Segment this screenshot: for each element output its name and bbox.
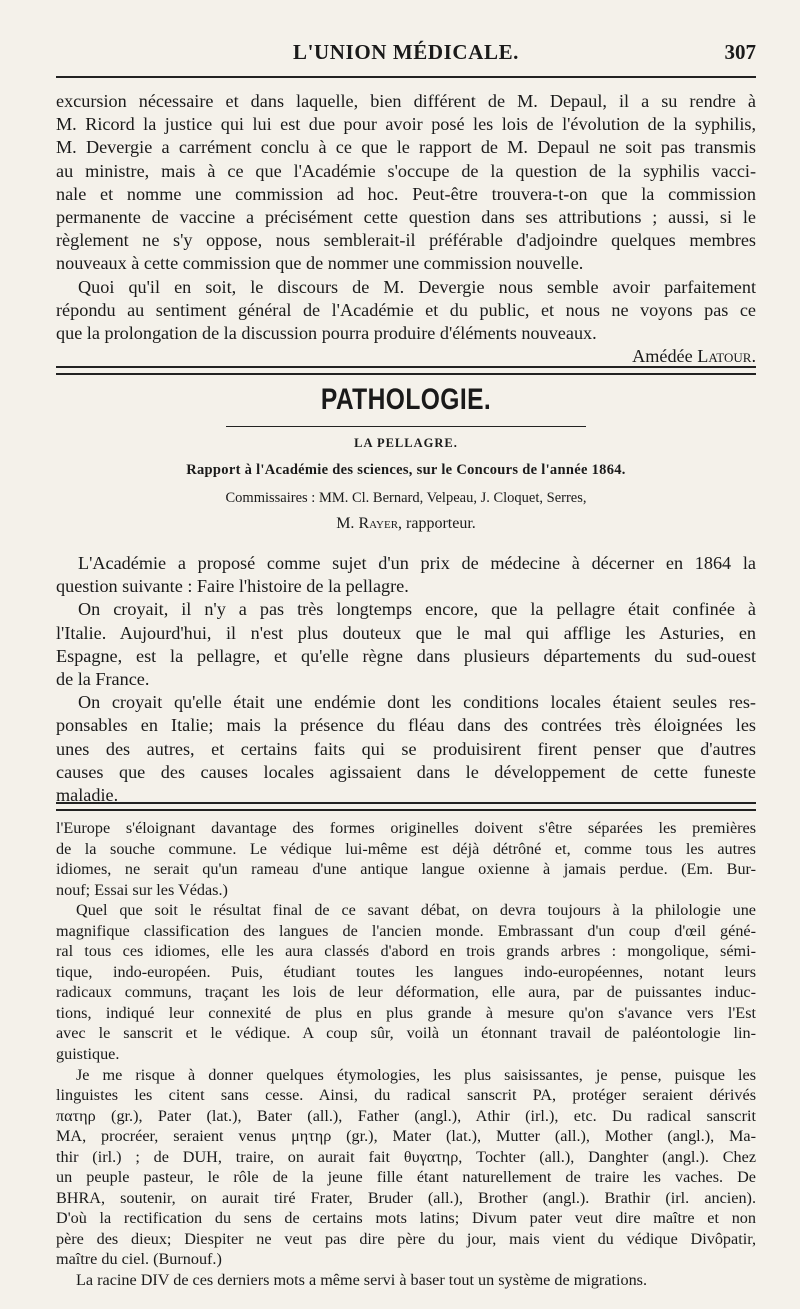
text-line: ponsables en Italie; mais la présence du fléau dans des contrées très éloignées les <box>56 715 756 736</box>
text-line: maître du ciel. (Burnouf.) <box>56 1250 222 1269</box>
running-header <box>56 40 756 70</box>
rapporteur-suffix: , rapporteur. <box>398 515 476 532</box>
text-line: linguistes les citent sans cesse. Ainsi, du radical sanscrit PA, protéger seraient dérivés <box>56 1086 756 1105</box>
text-line: que la prolongation de la discussion pourra produire d'éléments nouveaux. <box>56 323 597 344</box>
signature <box>56 345 756 368</box>
text-line: tique, indo-européen. Puis, étudiant toutes les langues indo-européennes, notant leurs <box>56 962 756 981</box>
commissioners: Commissaires : MM. Cl. Bernard, Velpeau, J. Cloquet, Serres, <box>225 490 587 506</box>
text-line: père des dieux; Diespiter ne veut pas dire père du jour, mais vient du védique Divôpatir, <box>56 1229 756 1248</box>
text-line: Je me risque à donner quelques étymologies, les plus saisissantes, je pense, puisque les <box>76 1065 756 1084</box>
text-line: BHRA, soutenir, on aurait tiré Frater, Bruder (all.), Brother (angl.). Brathir (irl. ancien). <box>56 1188 756 1207</box>
body-paragraph-1 <box>56 552 756 598</box>
text-line: excursion nécessaire et dans laquelle, bien différent de M. Depaul, il a su rendre à <box>56 91 756 111</box>
text-line: unes des autres, et certains faits qui se produisirent firent penser que d'autres <box>56 738 756 759</box>
text-line: nouveaux à cette commission que de nommer une commission nouvelle. <box>56 253 584 274</box>
text-line: thir (irl.) ; de DUH, traire, on aurait fait θυγατηρ, Tochter (all.), Danghter (angl.). Chez <box>56 1147 756 1166</box>
text-line: un peuple pasteur, le rôle de la jeune fille étant naturellement de traire les vaches. De <box>56 1168 756 1187</box>
text-line: ral tous ces idiomes, elle les aura classés d'abord en trois grands arbres : mongolique, sémi- <box>56 942 756 961</box>
feuilleton <box>56 818 756 1291</box>
text-line: permanente de vaccine a précisément cette question dans ses attributions ; aussi, si le <box>56 207 756 228</box>
text-line: MA, procréer, seraient venus μητηρ (gr.), Mater (lat.), Mutter (all.), Mother (angl.), Ma- <box>56 1127 756 1146</box>
text-line: maladie. <box>56 785 119 806</box>
text-line: On croyait qu'elle était une endémie dont les conditions locales étaient seules res- <box>78 692 756 713</box>
body-paragraph-2 <box>56 598 756 691</box>
text-line: au ministre, mais à ce que l'Académie s'occupe de la question de la syphilis vacci- <box>56 160 756 181</box>
rapporteur-prefix: M. <box>336 515 355 532</box>
text-line: l'Europe s'éloignant davantage des formes originelles doivent s'être séparées les premières <box>56 819 756 837</box>
signature-last-name: Latour. <box>697 346 756 367</box>
intro-paragraph-2 <box>56 276 756 346</box>
text-line: idiomes, ne serait qu'un rameau d'une antique langue oxienne à jamais perdue. (Em. Bur- <box>56 860 756 879</box>
header-rule <box>56 76 756 78</box>
text-line: M. Devergie a carrément conclu à ce que le rapport de M. Depaul ne soit pas transmis <box>56 137 756 158</box>
text-line: l'Italie. Aujourd'hui, il n'est plus douteux que le mal qui afflige les Asturies, en <box>56 622 756 643</box>
text-line: répondu au sentiment général de l'Académie et du public, et nous ne voyons pas ce <box>56 299 756 320</box>
feuilleton-paragraph-4 <box>56 1270 756 1291</box>
feuilleton-paragraph-2 <box>56 900 756 1064</box>
title-underline <box>226 426 586 427</box>
text-line: Espagne, est la pellagre, et qu'elle règne dans plusieurs départements du sud-ouest <box>56 645 756 666</box>
text-line: causes que des causes locales agissaient dans le développement de cette funeste <box>56 761 756 782</box>
article-subtitle: LA PELLAGRE. <box>354 436 458 450</box>
text-line: règlement ne s'y oppose, nous semblerait-il préférable d'adjoindre quelques membres <box>56 230 756 251</box>
text-line: de la souche commune. Le védique lui-même est déjà détrôné et, comme tous les autres <box>56 839 756 858</box>
journal-title: L'UNION MÉDICALE. <box>292 40 520 64</box>
text-line: Quel que soit le résultat final de ce savant débat, on devra toujours à la philologie une <box>76 901 756 920</box>
section-separator <box>56 366 756 375</box>
text-line: M. Ricord la justice qui lui est due pour avoir posé les lois de l'évolution de la syphilis, <box>56 114 756 135</box>
text-line: La racine DIV de ces derniers mots a même servi à baser tout un système de migrations. <box>76 1271 648 1290</box>
feuilleton-separator <box>56 802 756 811</box>
text-line: On croyait, il n'y a pas très longtemps encore, que la pellagre était confinée à <box>78 599 756 620</box>
report-heading: Rapport à l'Académie des sciences, sur le Concours de l'année 1864. <box>186 462 626 478</box>
text-line: D'où la rectification du sens de certains mots latins; Divum pater veut dire maître et non <box>56 1209 756 1228</box>
text-line: magnifique classification des langues de l'ancien monde. Embrassant d'un coup d'œil géné- <box>56 921 756 940</box>
rapporteur <box>56 515 756 533</box>
page-number: 307 <box>724 40 756 64</box>
text-line: question suivante : Faire l'histoire de la pellagre. <box>56 576 409 597</box>
feuilleton-paragraph-1 <box>56 818 756 900</box>
text-line: guistique. <box>56 1045 120 1064</box>
text-line: L'Académie a proposé comme sujet d'un prix de médecine à décerner en 1864 la <box>78 553 756 573</box>
intro-article <box>56 90 756 368</box>
article-body <box>56 552 756 807</box>
text-line: avec le sanscrit et le védique. A coup sûr, voilà un étonnant travail de paléontologie lin- <box>56 1024 756 1043</box>
text-line: nale et nomme une commission ad hoc. Peut-être trouvera-t-on que la commission <box>56 183 756 204</box>
text-line: Quoi qu'il en soit, le discours de M. Devergie nous semble avoir parfaitement <box>78 276 756 297</box>
text-line: πατηρ (gr.), Pater (lat.), Bater (all.), Father (angl.), Athir (irl.), etc. Du radical sanscrit <box>56 1106 756 1125</box>
body-paragraph-3 <box>56 691 756 807</box>
text-line: tions, indiqué leur connexité de plus en plus grande à mesure qu'on s'avance vers l'Est <box>56 1003 756 1022</box>
signature-first-name: Amédée <box>632 346 693 367</box>
text-line: de la France. <box>56 669 150 690</box>
section-title: PATHOLOGIE. <box>320 383 492 416</box>
feuilleton-paragraph-3 <box>56 1065 756 1270</box>
intro-paragraph-1 <box>56 90 756 276</box>
rapporteur-name: Rayer <box>358 515 399 532</box>
text-line: radicaux communs, traçant les lois de leur déformation, elle aura, par de puissantes induc- <box>56 983 756 1002</box>
text-line: nouf; Essai sur les Védas.) <box>56 880 228 899</box>
